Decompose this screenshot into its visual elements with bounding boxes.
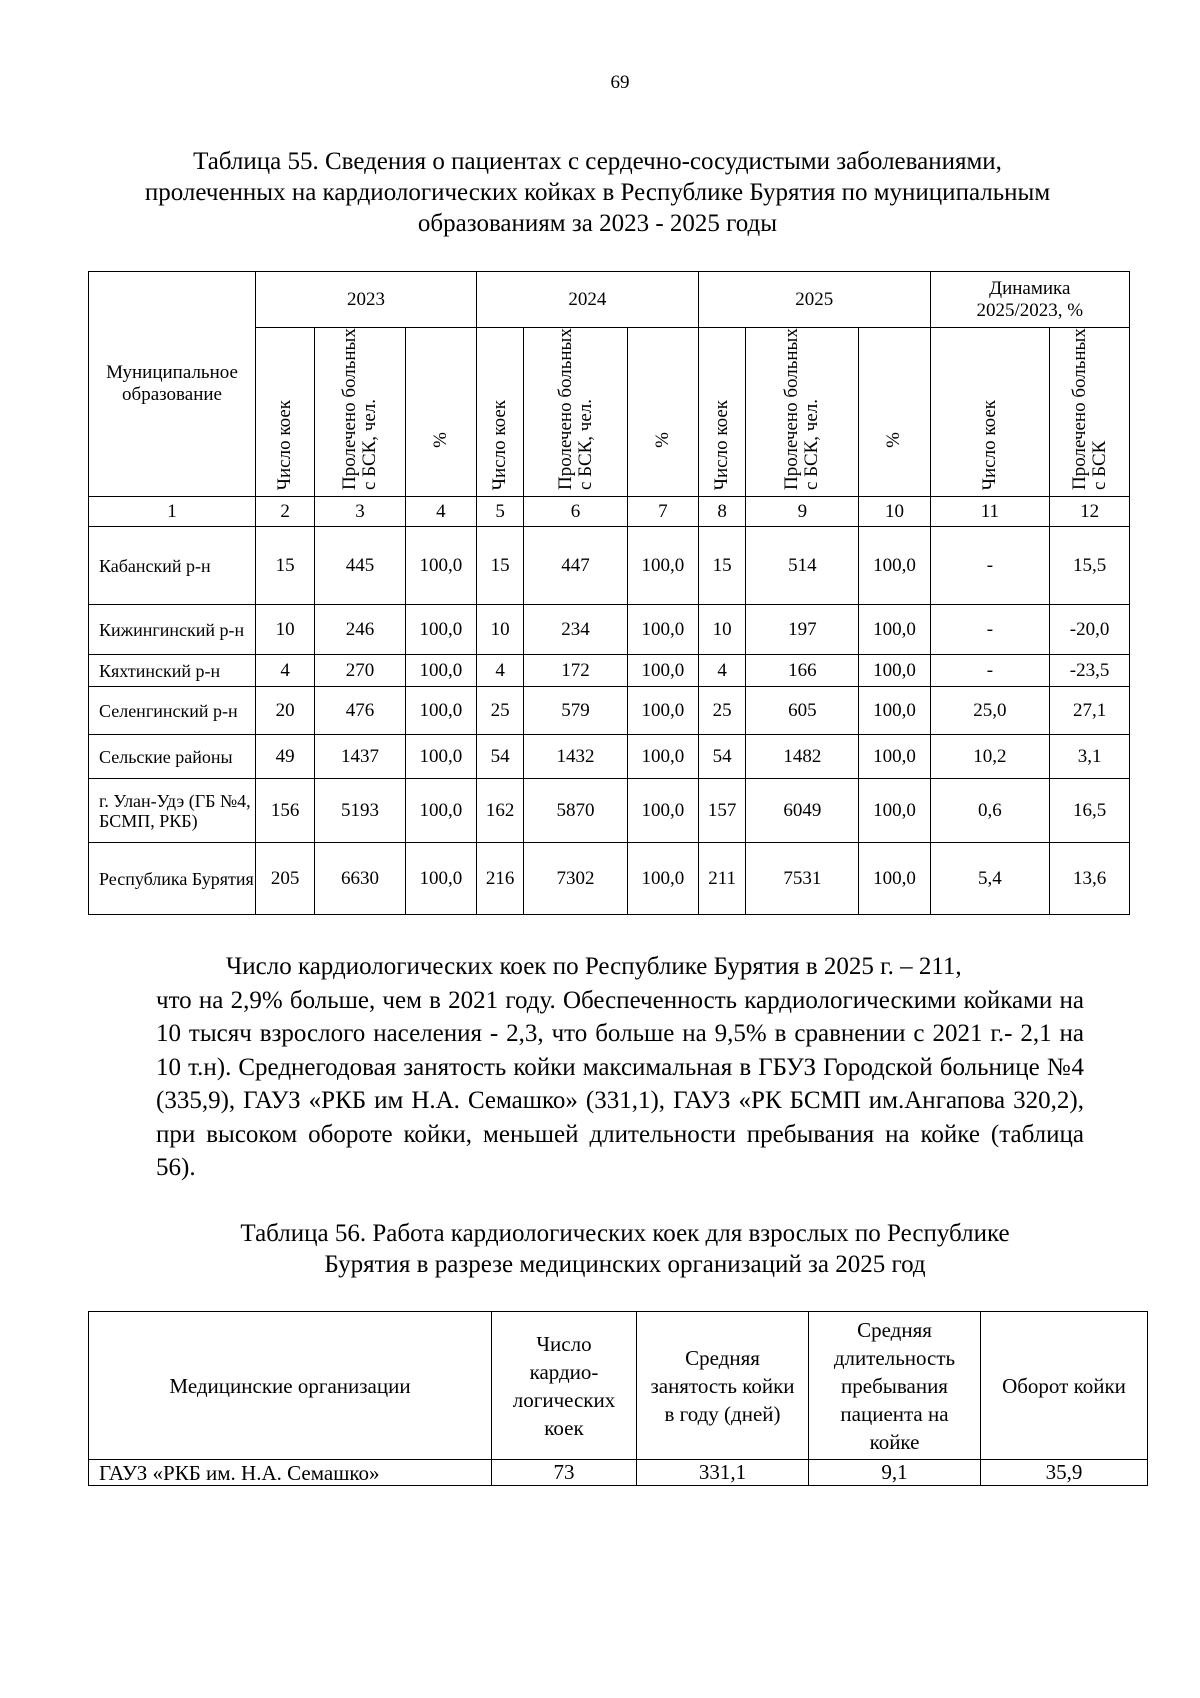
table-56-header-cell: Число кардио-логических коек	[492, 1312, 637, 1460]
column-number: 9	[746, 497, 859, 527]
column-number: 11	[930, 497, 1050, 527]
column-number: 12	[1050, 497, 1130, 527]
table-cell: 234	[524, 605, 627, 655]
column-number: 3	[315, 497, 406, 527]
table-cell: -23,5	[1050, 655, 1130, 687]
table-cell: 100,0	[627, 779, 698, 843]
table-cell: 7302	[524, 843, 627, 915]
table-cell: 100,0	[859, 605, 930, 655]
table-cell: 100,0	[405, 655, 476, 687]
table-cell: 15	[698, 527, 745, 605]
header-municipality: Муниципальное образование	[89, 272, 256, 497]
table-cell: 10	[698, 605, 745, 655]
header-year-2024: 2024	[476, 272, 698, 328]
table-cell: 100,0	[405, 527, 476, 605]
municipality-name: Кяхтинский р-н	[89, 655, 256, 687]
table-cell: 100,0	[859, 779, 930, 843]
table-cell: 157	[698, 779, 745, 843]
header-percent-2025: %	[859, 328, 930, 497]
table-cell: 605	[746, 687, 859, 735]
table-cell: -	[930, 605, 1050, 655]
table-cell: 1432	[524, 735, 627, 779]
table-cell: 100,0	[859, 843, 930, 915]
column-number: 2	[256, 497, 315, 527]
table-cell: 100,0	[627, 527, 698, 605]
table-cell: 211	[698, 843, 745, 915]
table-cell: 514	[746, 527, 859, 605]
table-cell: 166	[746, 655, 859, 687]
table-row	[89, 843, 1130, 915]
table-cell: 579	[524, 687, 627, 735]
table-56-header-cell: Оборот койки	[981, 1312, 1148, 1460]
table-cell: 49	[256, 735, 315, 779]
municipality-name: Республика Бурятия	[89, 843, 256, 915]
header-treated-2024: Пролечено больных с БСК, чел.	[524, 328, 627, 497]
table-cell: 100,0	[405, 779, 476, 843]
municipality-name: Кабанский р-н	[89, 527, 256, 605]
table-cell: 73	[492, 1460, 637, 1486]
table-cell: 331,1	[637, 1460, 809, 1486]
header-treated-2023: Пролечено больных с БСК, чел.	[315, 328, 406, 497]
column-number: 6	[524, 497, 627, 527]
table-cell: 3,1	[1050, 735, 1130, 779]
table-row	[89, 779, 1130, 843]
column-number: 4	[405, 497, 476, 527]
table-cell: 246	[315, 605, 406, 655]
column-number: 1	[89, 497, 256, 527]
table-cell: 54	[476, 735, 523, 779]
table-cell: 7531	[746, 843, 859, 915]
table-cell: 100,0	[405, 735, 476, 779]
header-dynamics: Динамика 2025/2023, %	[930, 272, 1129, 328]
column-number: 7	[627, 497, 698, 527]
table-cell: 15	[256, 527, 315, 605]
table-cell: 1437	[315, 735, 406, 779]
municipality-name: Сельские районы	[89, 735, 256, 779]
table-cell: 5870	[524, 779, 627, 843]
municipality-name: г. Улан-Удэ (ГБ №4, БСМП, РКБ)	[89, 779, 256, 843]
table-cell: 6630	[315, 843, 406, 915]
header-treated-2025: Пролечено больных с БСК, чел.	[746, 328, 859, 497]
table-cell: 156	[256, 779, 315, 843]
table-cell: 100,0	[859, 687, 930, 735]
table-cell: 100,0	[859, 735, 930, 779]
table-cell: 15	[476, 527, 523, 605]
table-cell: 476	[315, 687, 406, 735]
header-beds-dynamics: Число коек	[930, 328, 1050, 497]
table-cell: 100,0	[627, 735, 698, 779]
table-cell: -	[930, 527, 1050, 605]
table-cell: 4	[698, 655, 745, 687]
table-cell: 445	[315, 527, 406, 605]
table-55-caption: Таблица 55. Сведения о пациентах с сердечно-сосудистыми заболеваниями, пролеченных на кардиологических койках в Республике Бурятия по муниципальным образованиям за 2023 - 2025 годы	[144, 148, 1051, 237]
table-cell: 447	[524, 527, 627, 605]
table-cell: 205	[256, 843, 315, 915]
table-row	[89, 655, 1130, 687]
paragraph-text: что на 2,9% больше, чем в 2021 году. Обеспеченность кардиологическими койками на 10 тысяч взрослого населения - 2,3, что больше на 9,5% в сравнении с 2021 г.- 2,1 на 10 т.н). Среднегодовая занятость койки максимальная в ГБУЗ Городской больнице №4 (335,9), ГАУЗ «РКБ им Н.А. Семашко» (331,1), ГАУЗ «РК БСМП им.Ангапова 320,2), при высоком обороте койки, меньшей длительности пребывания на койке (таблица 56).	[156, 986, 1084, 1181]
table-cell: 162	[476, 779, 523, 843]
table-cell: 25,0	[930, 687, 1050, 735]
table-cell: 100,0	[627, 605, 698, 655]
table-56-caption: Таблица 56. Работа кардиологических коек для взрослых по Республике Бурятия в разрезе медицинских организаций за 2025 год	[240, 1220, 1010, 1278]
table-cell: 9,1	[809, 1460, 981, 1486]
header-percent-2023: %	[405, 328, 476, 497]
municipality-name: Кижингинский р-н	[89, 605, 256, 655]
table-cell: 13,6	[1050, 843, 1130, 915]
table-cell: 6049	[746, 779, 859, 843]
table-row	[89, 1460, 1148, 1486]
table-cell: 27,1	[1050, 687, 1130, 735]
table-cell: 100,0	[859, 655, 930, 687]
table-cell: 54	[698, 735, 745, 779]
header-treated-dynamics: Пролечено больных с БСК	[1050, 328, 1130, 497]
table-row	[89, 687, 1130, 735]
table-cell: 10	[256, 605, 315, 655]
table-cell: 16,5	[1050, 779, 1130, 843]
table-cell: 5,4	[930, 843, 1050, 915]
organization-name: ГАУЗ «РКБ им. Н.А. Семашко»	[89, 1460, 492, 1486]
table-cell: -	[930, 655, 1050, 687]
column-number: 8	[698, 497, 745, 527]
header-beds-2024: Число коек	[476, 328, 523, 497]
table-56	[88, 1311, 1148, 1486]
table-56-header-row	[89, 1312, 1148, 1460]
table-cell: 25	[476, 687, 523, 735]
table-cell: 4	[476, 655, 523, 687]
body-paragraph	[156, 950, 1084, 1185]
table-cell: 100,0	[627, 655, 698, 687]
table-cell: 100,0	[859, 527, 930, 605]
table-cell: 100,0	[627, 687, 698, 735]
table-row	[89, 527, 1130, 605]
table-cell: 172	[524, 655, 627, 687]
paragraph-first-line: Число кардиологических коек по Республике Бурятия в 2025 г. – 211,	[226, 953, 962, 980]
table-cell: 100,0	[405, 843, 476, 915]
table-cell: 0,6	[930, 779, 1050, 843]
table-cell: 1482	[746, 735, 859, 779]
table-cell: 25	[698, 687, 745, 735]
table-cell: 15,5	[1050, 527, 1130, 605]
table-cell: 100,0	[627, 843, 698, 915]
table-56-header-cell: Средняя длительность пребывания пациента на койке	[809, 1312, 981, 1460]
table-cell: 10	[476, 605, 523, 655]
table-cell: 100,0	[405, 605, 476, 655]
header-year-2023: 2023	[256, 272, 477, 328]
table-cell: 216	[476, 843, 523, 915]
page-number: 69	[610, 72, 630, 93]
municipality-name: Селенгинский р-н	[89, 687, 256, 735]
table-cell: 20	[256, 687, 315, 735]
table-cell: 5193	[315, 779, 406, 843]
column-numbers-row	[89, 497, 1130, 527]
table-cell: 35,9	[981, 1460, 1148, 1486]
header-percent-2024: %	[627, 328, 698, 497]
table-cell: 4	[256, 655, 315, 687]
header-beds-2023: Число коек	[256, 328, 315, 497]
table-56-header-cell: Медицинские организации	[89, 1312, 492, 1460]
table-row	[89, 605, 1130, 655]
table-55	[88, 271, 1130, 915]
table-row	[89, 735, 1130, 779]
table-cell: 197	[746, 605, 859, 655]
table-cell: -20,0	[1050, 605, 1130, 655]
header-beds-2025: Число коек	[698, 328, 745, 497]
header-year-2025: 2025	[698, 272, 930, 328]
table-cell: 100,0	[405, 687, 476, 735]
column-number: 10	[859, 497, 930, 527]
table-cell: 10,2	[930, 735, 1050, 779]
table-cell: 270	[315, 655, 406, 687]
column-number: 5	[476, 497, 523, 527]
table-56-header-cell: Средняя занятость койки в году (дней)	[637, 1312, 809, 1460]
